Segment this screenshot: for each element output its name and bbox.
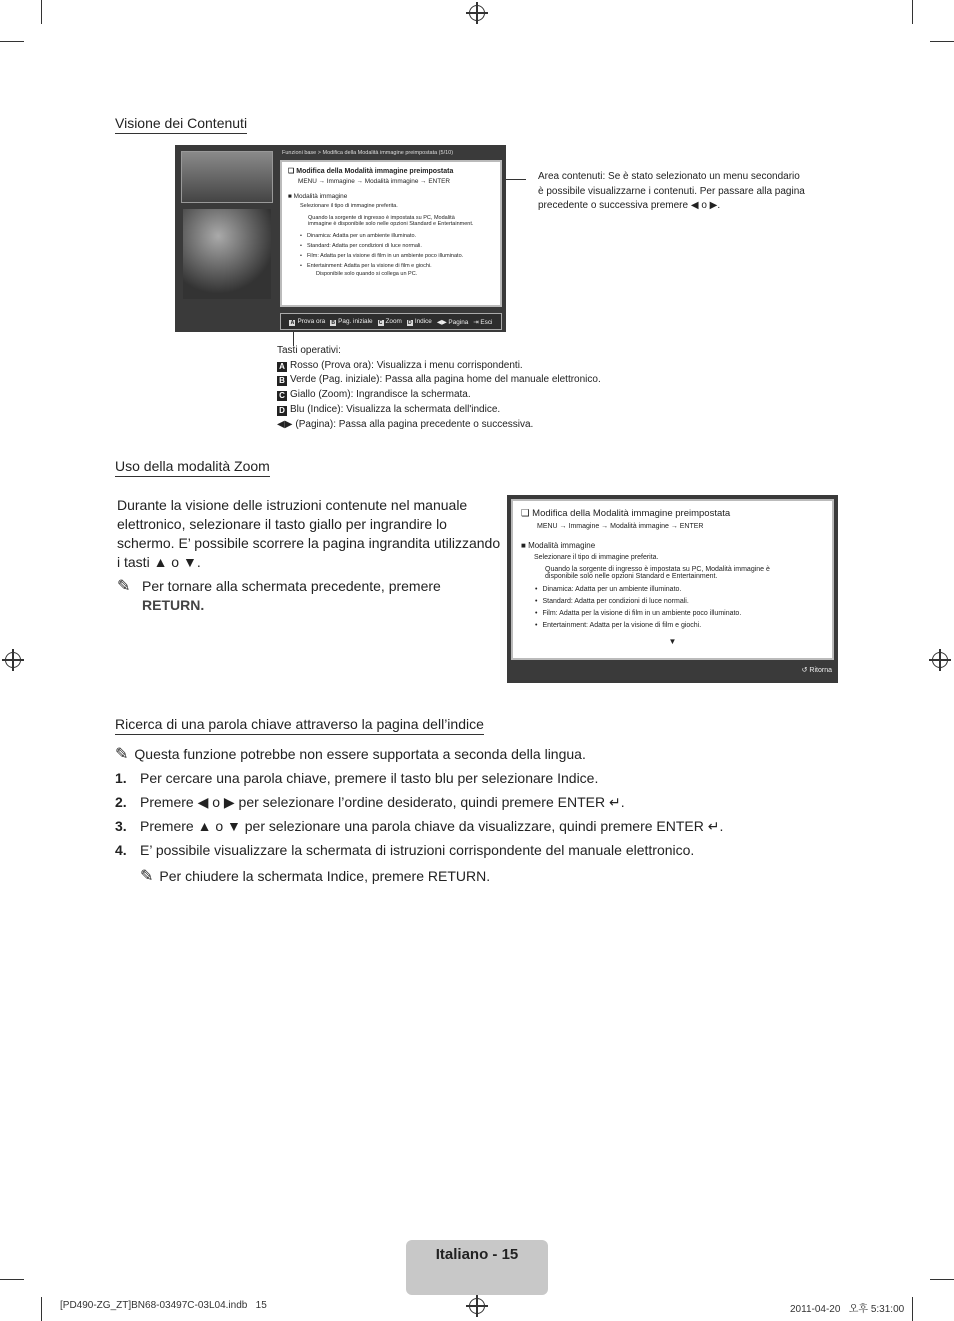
crop-mark	[0, 1279, 24, 1280]
crop-mark	[41, 0, 42, 24]
step-item: 3. Premere ▲ o ▼ per selezionare una parola chiave da visualizzare, quindi premere ENTER ↵.	[115, 818, 724, 834]
ops-item-page: ◀▶ (Pagina): Passa alla pagina precedente o successiva.	[277, 418, 534, 430]
zoom-bullet: • Dinamica: Adatta per un ambiente illuminato.	[535, 584, 824, 596]
pag-iniziale-button[interactable]: B Pag. iniziale	[331, 317, 373, 326]
b-key-icon: B	[277, 376, 287, 386]
tv-path: MENU → Immagine → Modalità immagine → ENTER	[298, 178, 450, 185]
step-item: 1. Per cercare una parola chiave, premere il tasto blu per selezionare Indice.	[115, 770, 599, 786]
section-heading-contents: Visione dei Contenuti	[115, 115, 247, 134]
tv-bullet: • Film: Adatta per la visione di film in un ambiente poco illuminato.	[300, 251, 494, 261]
registration-mark-icon	[5, 652, 21, 668]
crop-mark	[930, 41, 954, 42]
zoom-return-button[interactable]: ↺ Ritorna	[801, 667, 832, 674]
tv-note: Quando la sorgente di ingresso è impostata su PC, Modalità immagine è disponibile solo nelle opzioni Standard e Entertainment.	[308, 215, 474, 227]
zoom-button[interactable]: C Zoom	[378, 317, 402, 326]
tv-content-area	[280, 160, 502, 307]
exit-icon: ⇥	[473, 318, 481, 326]
return-icon: ↺	[801, 667, 810, 674]
page-number-tab	[406, 1240, 548, 1295]
tv-note2: Disponibile solo quando si collega un PC.	[316, 271, 418, 277]
decorative-graphic	[183, 209, 271, 299]
step-item: 4. E’ possibile visualizzare la schermata di istruzioni corrispondente del manuale elettronico.	[115, 842, 695, 858]
note-pencil-icon: ✎	[115, 746, 129, 763]
ops-item-green: B Verde (Pag. iniziale): Passa alla pagina home del manuale elettronico.	[277, 373, 601, 388]
c-key-icon: C	[277, 391, 287, 401]
tv-desc: Selezionare il tipo di immagine preferita.	[300, 203, 398, 209]
note-pencil-icon: ✎	[117, 578, 131, 595]
callout-line	[506, 179, 526, 180]
step-subnote: ✎ Per chiudere la schermata Indice, premere RETURN.	[140, 868, 491, 885]
crop-mark	[41, 1297, 42, 1321]
d-key-icon: D	[277, 406, 287, 416]
zoom-bullet: • Standard: Adatta per condizioni di luce normali.	[535, 596, 824, 608]
index-search-note: ✎ Questa funzione potrebbe non essere supportata a seconda della lingua.	[115, 746, 586, 763]
square-bullet-icon: ■	[288, 193, 294, 200]
tv-bullet: • Dinamica: Adatta per un ambiente illuminato.	[300, 231, 494, 241]
crop-mark	[0, 41, 24, 42]
tv-button-bar	[280, 313, 502, 330]
ops-item-yellow: C Giallo (Zoom): Ingrandisce la schermata.	[277, 388, 601, 403]
zoom-note-line: Quando la sorgente di ingresso è impostata su PC, Modalità immagine è	[545, 566, 770, 573]
zoom-path: MENU → Immagine → Modalità immagine → ENTER	[537, 523, 704, 530]
checkbox-icon: ❑	[521, 508, 533, 519]
crop-mark	[930, 1279, 954, 1280]
ops-title: Tasti operativi:	[277, 345, 341, 356]
zoom-bullet: • Entertainment: Adatta per la visione di film e giochi.	[535, 620, 824, 632]
tv-subtitle: Modalità immagine	[293, 193, 348, 200]
tv-title: Modifica della Modalità immagine preimpostata	[296, 168, 454, 175]
tv-bullet: • Entertainment: Adatta per la visione di film e giochi.	[300, 261, 494, 271]
indice-button[interactable]: D Indice	[408, 317, 432, 326]
ops-item-blue: D Blu (Indice): Visualizza la schermata dell'indice.	[277, 403, 601, 418]
index-search-steps	[115, 769, 875, 886]
page-label: Italiano - 15	[435, 1246, 519, 1263]
checkbox-icon: ❑	[288, 168, 297, 175]
ops-item-red: A Rosso (Prova ora): Visualizza i menu corrispondenti.	[277, 359, 601, 374]
zoom-bullet: • Film: Adatta per la visione di film in un ambiente poco illuminato.	[535, 608, 824, 620]
tv-bullet: • Standard: Adatta per condizioni di luce normali.	[300, 241, 494, 251]
zoom-content-area	[511, 499, 834, 660]
scroll-down-icon[interactable]: ▼	[668, 637, 677, 646]
pagina-button[interactable]: ◀▶ Pagina	[436, 318, 469, 326]
prova-ora-button[interactable]: A Prova ora	[290, 317, 326, 326]
left-right-arrow-icon: ◀▶	[277, 418, 293, 430]
zoom-desc: Selezionare il tipo di immagine preferita.	[534, 554, 659, 561]
manual-cover-image	[181, 151, 273, 203]
crop-mark	[912, 1297, 913, 1321]
zoom-note-line: disponibile solo nelle opzioni Standard e Entertainment.	[545, 573, 718, 580]
tv-manual-screenshot	[175, 145, 506, 332]
zoom-title: Modifica della Modalità immagine preimpostata	[532, 508, 731, 519]
registration-mark-icon	[469, 1298, 485, 1314]
registration-mark-icon	[932, 652, 948, 668]
zoom-subtitle: Modalità immagine	[528, 541, 596, 550]
zoom-screenshot	[507, 495, 838, 683]
step-item: 2. Premere ◀ o ▶ per selezionare l’ordine desiderato, quindi premere ENTER ↵.	[115, 794, 625, 810]
section-heading-zoom: Uso della modalità Zoom	[115, 458, 270, 477]
operative-keys-list	[277, 344, 601, 432]
section-heading-index-search: Ricerca di una parola chiave attraverso la pagina dell’indice	[115, 716, 484, 735]
content-area-callout: Area contenuti: Se è stato selezionato un menu secondario è possibile visualizzarne i contenuti. Per passare alla pagina precedente o successiva premere ◀ o ▶.	[538, 171, 805, 212]
zoom-body-text: Durante la visione delle istruzioni contenute nel manuale elettronico, selezionare il tasto giallo per ingrandire lo schermo. E’ possibile scorrere la pagina ingrandita utilizzando i tasti ▲ o ▼.	[117, 497, 501, 570]
esci-button[interactable]: ⇥ Esci	[473, 318, 493, 326]
crop-mark	[912, 0, 913, 24]
left-right-arrow-icon: ◀▶	[436, 318, 449, 326]
footer-file-info: [PD490-ZG_ZT]BN68-03497C-03L04.indb 15	[60, 1300, 267, 1311]
square-bullet-icon: ■	[521, 541, 529, 550]
note-pencil-icon: ✎	[140, 868, 154, 885]
footer-date: 2011-04-20 오후 5:31:00	[790, 1304, 905, 1315]
zoom-note: ✎ Per tornare alla schermata precedente, premere RETURN.	[117, 578, 441, 613]
tv-breadcrumb: Funzioni base > Modifica della Modalità immagine preimpostata (5/10)	[282, 150, 454, 156]
a-key-icon: A	[277, 362, 287, 372]
registration-mark-icon	[469, 5, 485, 21]
